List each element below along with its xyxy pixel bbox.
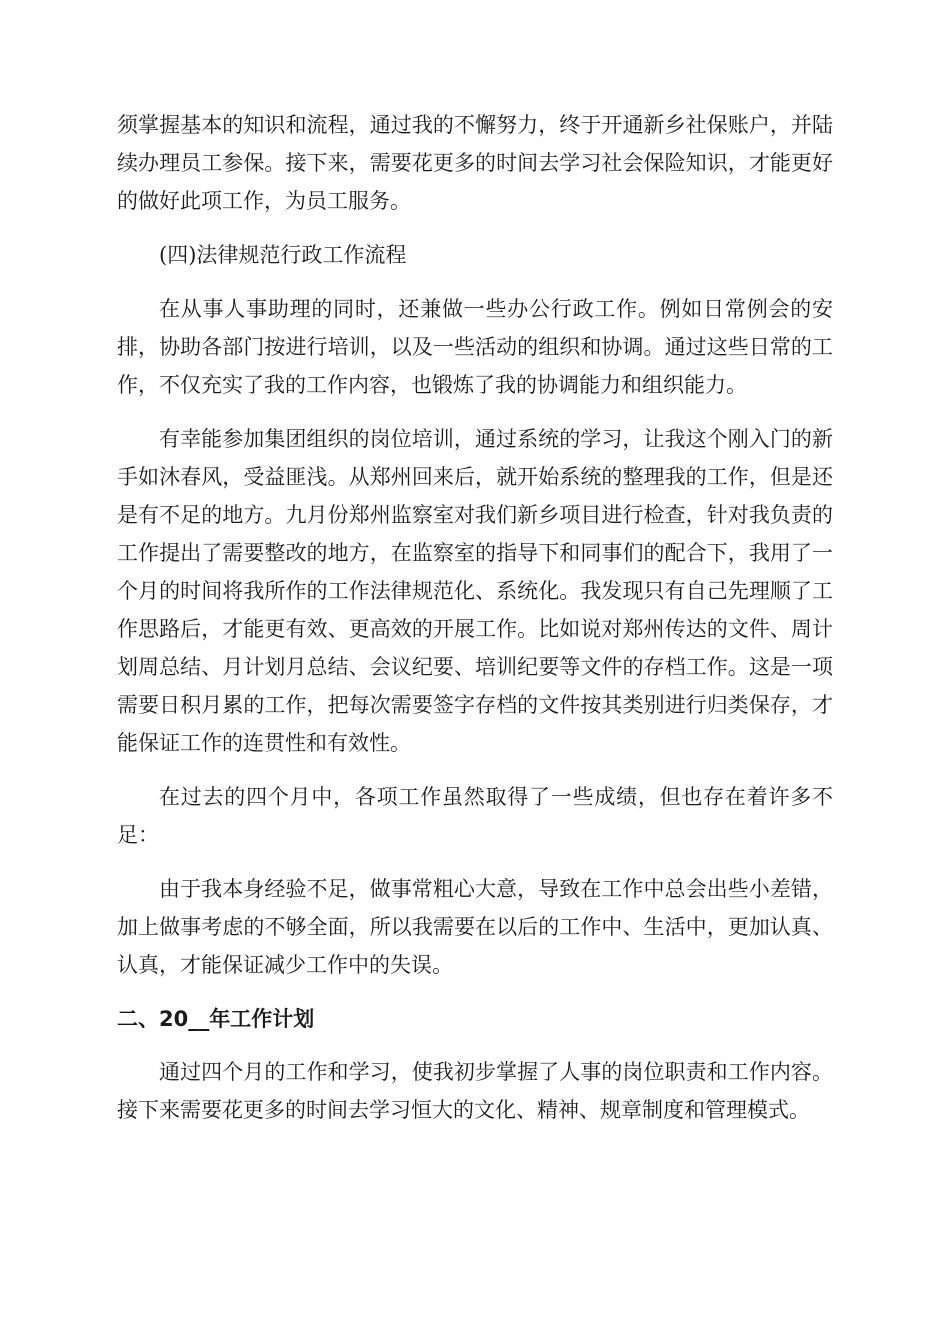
document-body <box>117 106 833 1145</box>
paragraph-training: 有幸能参加集团组织的岗位培训，通过系统的学习，让我这个刚入门的新手如沐春风，受益匪浅。从郑州回来后，就开始系统的整理我的工作，但是还是有不足的地方。九月份郑州监察室对我们新乡项目进行检查，针对我负责的工作提出了需要整改的地方，在监察室的指导下和同事们的配合下，我用了一个月的时间将我所作的工作法律规范化、系统化。我发现只有自己先理顺了工作思路后，才能更有效、更高效的开展工作。比如说对郑州传达的文件、周计划周总结、月计划月总结、会议纪要、培训纪要等文件的存档工作。这是一项需要日积月累的工作，把每次需要签字存档的文件按其类别进行归类保存，才能保证工作的连贯性和有效性。 <box>117 427 833 755</box>
paragraph-shortcomings-intro: 在过去的四个月中，各项工作虽然取得了一些成绩，但也存在着许多不足： <box>117 785 833 847</box>
paragraph-social-insurance: 须掌握基本的知识和流程，通过我的不懈努力，终于开通新乡社保账户，并陆续办理员工参保。接下来，需要花更多的时间去学习社会保险知识，才能更好的做好此项工作，为员工服务。 <box>117 113 833 213</box>
section-heading-work-plan: 二、20__年工作计划 <box>117 1007 315 1031</box>
paragraph-shortcomings-detail: 由于我本身经验不足，做事常粗心大意，导致在工作中总会出些小差错，加上做事考虑的不够全面，所以我需要在以后的工作中、生活中，更加认真、认真，才能保证减少工作中的失误。 <box>117 877 833 977</box>
paragraph-admin-work: 在从事人事助理的同时，还兼做一些办公行政工作。例如日常例会的安排，协助各部门按进行培训，以及一些活动的组织和协调。通过这些日常的工作，不仅充实了我的工作内容，也锻炼了我的协调能力和组织能力。 <box>117 297 833 397</box>
paragraph-work-plan: 通过四个月的工作和学习，使我初步掌握了人事的岗位职责和工作内容。接下来需要花更多的时间去学习恒大的文化、精神、规章制度和管理模式。 <box>117 1060 833 1122</box>
subheading-legal-admin-process: (四)法律规范行政工作流程 <box>159 243 407 267</box>
